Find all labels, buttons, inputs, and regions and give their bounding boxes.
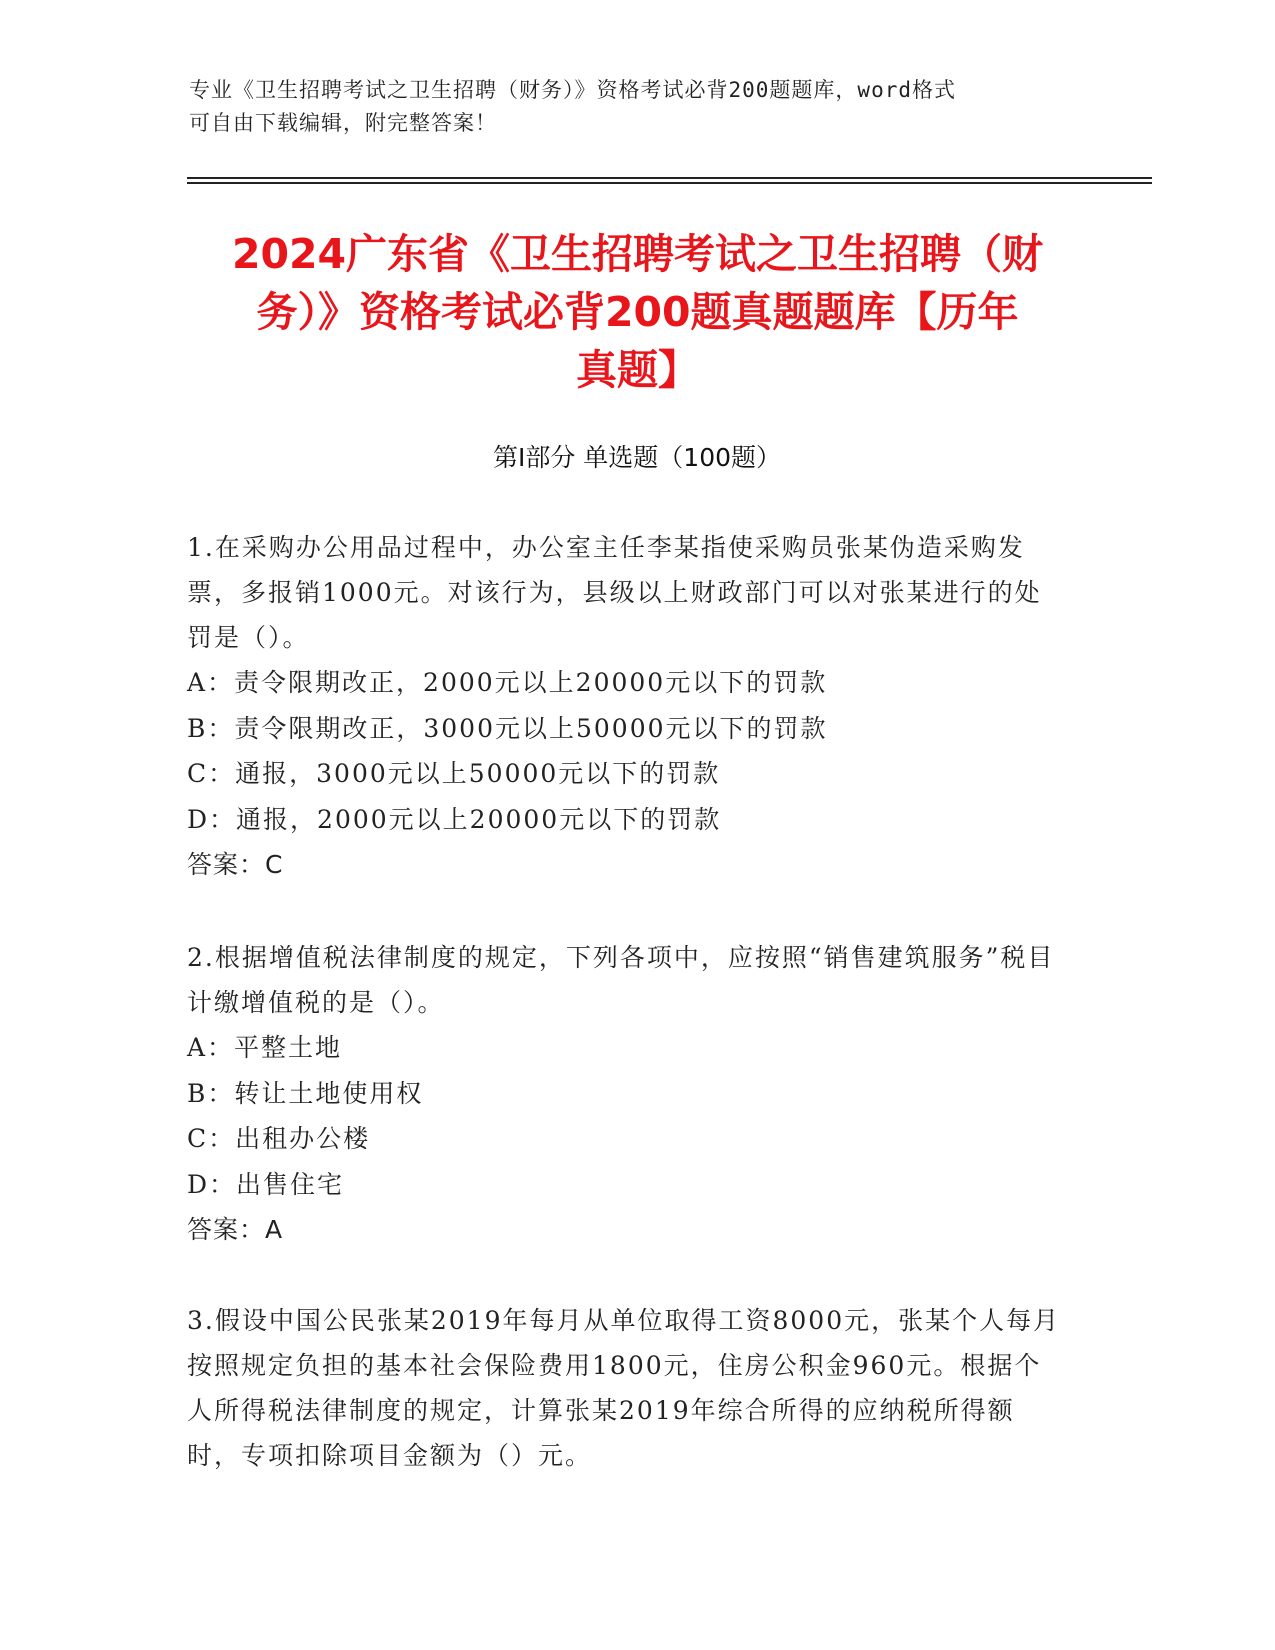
option-b: B：转让土地使用权 <box>187 1078 424 1108</box>
answer-line: 答案：A <box>187 1215 284 1244</box>
option-d: D：出售住宅 <box>187 1169 345 1199</box>
title-line: 2024广东省《卫生招聘考试之卫生招聘（财 <box>231 230 1044 278</box>
document-title <box>180 225 1095 399</box>
question-stem: 2.根据增值税法律制度的规定，下列各项中，应按照“销售建筑服务”税目计缴增值税的是（）。 <box>187 943 1055 1017</box>
option-a: A：平整土地 <box>187 1033 343 1062</box>
question-stem: 3.假设中国公民张某2019年每月从单位取得工资8000元，张某个人每月按照规定负担的基本社会保险费用1800元，住房公积金960元。根据个人所得税法律制度的规定，计算张某2019年综合所得的应纳税所得额时，专项扣除项目金额为（）元。 <box>187 1306 1061 1470</box>
question-1 <box>187 525 1067 887</box>
option-b: B：责令限期改正，3000元以上50000元以下的罚款 <box>187 713 828 743</box>
question-2 <box>187 935 1067 1252</box>
header-note <box>189 74 1069 140</box>
title-line: 真题】 <box>576 346 699 394</box>
header-divider <box>187 177 1152 179</box>
option-a: A：责令限期改正，2000元以上20000元以下的罚款 <box>187 668 828 697</box>
answer-line: 答案：C <box>187 850 284 879</box>
question-3 <box>187 1298 1067 1478</box>
header-divider <box>187 182 1152 184</box>
section-heading: 第Ⅰ部分 单选题（100题） <box>492 443 782 472</box>
title-line: 务）》资格考试必背200题真题题库【历年 <box>256 288 1019 336</box>
option-d: D：通报，2000元以上20000元以下的罚款 <box>187 804 722 834</box>
question-stem: 1.在采购办公用品过程中，办公室主任李某指使采购员张某伪造采购发票，多报销1000元。对该行为，县级以上财政部门可以对张某进行的处罚是（）。 <box>187 533 1042 652</box>
header-note-line: 可自由下载编辑，附完整答案！ <box>189 111 497 135</box>
header-note-line: 专业《卫生招聘考试之卫生招聘（财务）》资格考试必背200题题库，word格式 <box>189 78 956 102</box>
option-c: C：通报，3000元以上50000元以下的罚款 <box>187 759 721 788</box>
option-c: C：出租办公楼 <box>187 1124 371 1153</box>
